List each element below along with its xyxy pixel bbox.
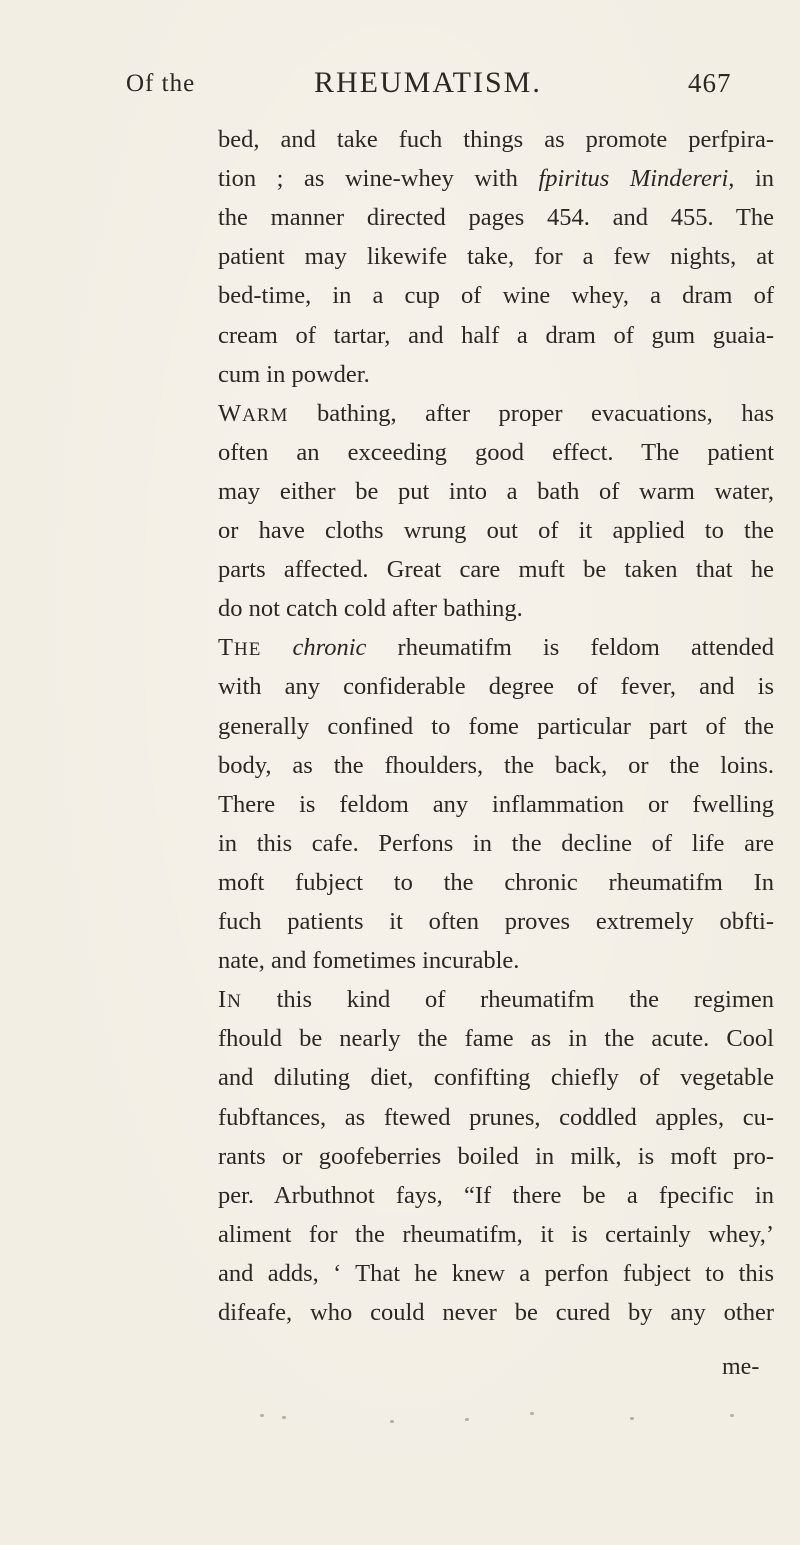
text-line [218, 593, 774, 625]
text-line [218, 476, 774, 508]
text-line [218, 906, 774, 938]
text-run [261, 634, 292, 661]
text-run: parts affected. Great care muft be taken that he [218, 556, 774, 584]
text-line [218, 789, 774, 821]
text-run: bed-time, in a cup of wine whey, a dram of [218, 282, 774, 310]
running-head-of: Of the [126, 70, 196, 97]
running-head-title: RHEUMATISM. [314, 66, 542, 99]
text-line [218, 202, 774, 234]
text-line [218, 320, 774, 352]
text-run: body, as the fhoulders, the back, or the loins. [218, 751, 774, 779]
text-line [218, 1258, 774, 1290]
text-run: difeafe, who could never be cured by any other [218, 1299, 774, 1326]
text-run: per. Arbuthnot fays, “If there be a fpecific in [218, 1181, 774, 1209]
small-caps-text: N [227, 991, 242, 1013]
text-run: the manner directed pages 454. and 455. The [218, 204, 774, 232]
text-run: fubftances, as ftewed prunes, coddled apples, cu- [218, 1103, 774, 1131]
catchword: me- [722, 1354, 760, 1380]
text-line [218, 711, 774, 743]
text-line [218, 1102, 774, 1134]
text-run: rants or goofeberries boiled in milk, is moft pro- [218, 1142, 774, 1170]
text-line [218, 1219, 774, 1251]
initial-cap: W [218, 399, 243, 427]
text-run: moft fubject to the chronic rheumatifm In [218, 868, 774, 896]
text-run: nate, and fometimes incurable. [218, 947, 520, 975]
page-specks [260, 1410, 780, 1430]
text-run: There is feldom any inflammation or fwelling [218, 790, 774, 818]
text-line [218, 1297, 774, 1329]
text-line [218, 163, 774, 195]
text-line [218, 1062, 774, 1094]
text-line [218, 554, 774, 586]
text-run: in this cafe. Perfons in the decline of life are [218, 829, 774, 857]
text-run: or have cloths wrung out of it applied to the [218, 517, 774, 544]
text-run: generally confined to fome particular part of the [218, 712, 774, 740]
text-run: and adds, ‘ That he knew a perfon fubject to this [218, 1259, 774, 1287]
text-run: may either be put into a bath of warm water, [218, 477, 774, 505]
text-line [218, 828, 774, 860]
text-run: aliment for the rheumatifm, it is certainly whey,’ [218, 1220, 774, 1248]
text-run: and diluting diet, confifting chiefly of vegetable [218, 1064, 774, 1092]
text-line [218, 750, 774, 782]
running-head [120, 64, 732, 104]
text-line [218, 398, 774, 432]
page-number: 467 [688, 68, 732, 98]
text-run: often an exceeding good effect. The patient [218, 438, 774, 466]
text-line [218, 515, 774, 547]
italic-text: fpiritus Mindereri, [538, 165, 735, 193]
text-line [218, 867, 774, 899]
text-run: rheumatifm is feldom attended [366, 634, 774, 662]
text-line [218, 1023, 774, 1055]
text-run: tion ; as wine-whey with [218, 165, 539, 193]
text-run: in [734, 165, 774, 193]
text-run: do not catch cold after bathing. [218, 595, 523, 623]
text-run: this kind of rheumatifm the regimen [241, 986, 774, 1014]
text-run: fhould be nearly the fame as in the acute. Cool [218, 1025, 774, 1053]
text-line [218, 437, 774, 469]
text-run: cream of tartar, and half a dram of gum guaia- [218, 321, 774, 349]
text-line [218, 1141, 774, 1173]
small-caps-text: HE [233, 639, 262, 661]
text-run: bed, and take fuch things as promote perfpira- [218, 126, 774, 153]
initial-cap: I [218, 986, 228, 1014]
text-line [218, 359, 774, 391]
text-run: patient may likewife take, for a few nights, at [218, 243, 774, 271]
initial-cap: T [218, 634, 234, 662]
text-line [218, 671, 774, 703]
text-run: with any confiderable degree of fever, and is [218, 673, 774, 701]
text-line [218, 241, 774, 273]
text-run: cum in powder. [218, 360, 370, 388]
text-run: fuch patients it often proves extremely obfti- [218, 908, 774, 935]
italic-text: chronic [292, 634, 367, 662]
small-caps-text: ARM [242, 404, 289, 426]
text-run: bathing, after proper evacuations, has [288, 399, 774, 427]
text-line [218, 1180, 774, 1212]
text-line [218, 280, 774, 312]
text-line [218, 124, 774, 156]
text-line [218, 632, 774, 666]
text-line [218, 984, 774, 1018]
text-line [218, 945, 774, 977]
